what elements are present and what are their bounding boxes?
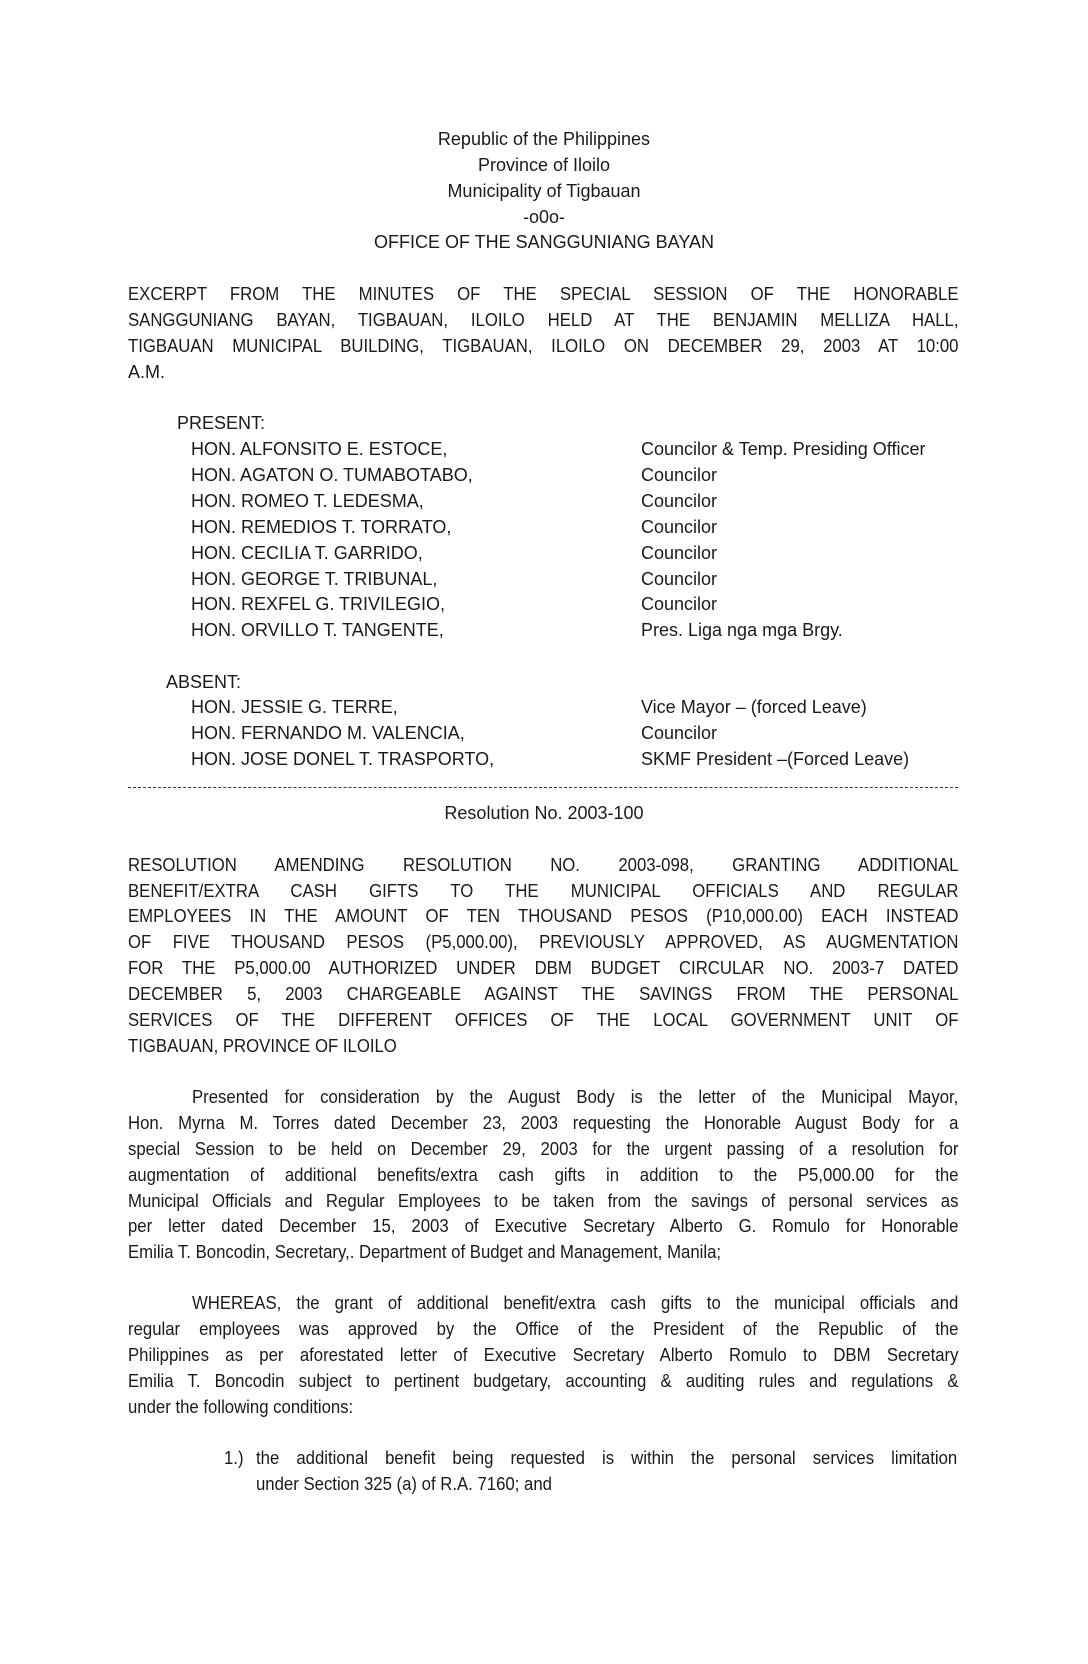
absentee-name: HON. JOSE DONEL T. TRASPORTO, — [191, 749, 495, 769]
attendee-name: HON. ALFONSITO E. ESTOCE, — [191, 439, 448, 459]
attendee-name: HON. REMEDIOS T. TORRATO, — [191, 517, 452, 537]
excerpt-line: SANGGUNIANG BAYAN, TIGBAUAN, ILOILO HELD AT THE BENJAMIN MELLIZA HALL, — [128, 310, 959, 330]
dashed-divider — [128, 787, 958, 788]
attendee-name: HON. GEORGE T. TRIBUNAL, — [191, 569, 438, 589]
resolution-title-line: EMPLOYEES IN THE AMOUNT OF TEN THOUSAND PESOS (P10,000.00) EACH INSTEAD — [128, 906, 959, 926]
header-province: Province of Iloilo — [477, 155, 611, 175]
excerpt-line: A.M. — [128, 362, 166, 382]
attendee-name: HON. ROMEO T. LEDESMA, — [191, 491, 424, 511]
body-paragraph-line: Philippines as per aforestated letter of Executive Secretary Alberto Romulo to DBM Secretary — [128, 1345, 959, 1365]
body-paragraph-line: Emilia T. Boncodin, Secretary,. Department of Budget and Management, Manila; — [128, 1242, 722, 1262]
resolution-number: Resolution No. 2003-100 — [444, 803, 644, 823]
condition-number: 1.) — [224, 1448, 244, 1468]
attendee-role: Councilor — [641, 594, 718, 614]
body-paragraph-line: special Session to be held on December 29, 2003 for the urgent passing of a resolution for — [128, 1139, 959, 1159]
attendee-role: Councilor — [641, 543, 718, 563]
attendee-role: Councilor — [641, 465, 718, 485]
condition-line: under Section 325 (a) of R.A. 7160; and — [256, 1474, 552, 1494]
excerpt-line: EXCERPT FROM THE MINUTES OF THE SPECIAL SESSION OF THE HONORABLE — [128, 284, 959, 304]
attendee-role: Councilor — [641, 491, 718, 511]
resolution-title-line: OF FIVE THOUSAND PESOS (P5,000.00), PREVIOUSLY APPROVED, AS AUGMENTATION — [128, 932, 959, 952]
body-paragraph-line: Emilia T. Boncodin subject to pertinent budgetary, accounting & auditing rules and regulations & — [128, 1371, 959, 1391]
absent-label: ABSENT: — [166, 672, 242, 692]
body-paragraph-line: Presented for consideration by the August Body is the letter of the Municipal Mayor, — [192, 1087, 959, 1107]
resolution-title-line: DECEMBER 5, 2003 CHARGEABLE AGAINST THE SAVINGS FROM THE PERSONAL — [128, 984, 959, 1004]
resolution-title-line: TIGBAUAN, PROVINCE OF ILOILO — [128, 1036, 397, 1056]
absentee-role: Councilor — [641, 723, 718, 743]
resolution-title-line: FOR THE P5,000.00 AUTHORIZED UNDER DBM BUDGET CIRCULAR NO. 2003-7 DATED — [128, 958, 959, 978]
resolution-title-line: RESOLUTION AMENDING RESOLUTION NO. 2003-098, GRANTING ADDITIONAL — [128, 855, 959, 875]
attendee-role: Councilor — [641, 569, 718, 589]
body-paragraph-line: per letter dated December 15, 2003 of Executive Secretary Alberto G. Romulo for Honorable — [128, 1216, 959, 1236]
attendee-name: HON. AGATON O. TUMABOTABO, — [191, 465, 473, 485]
attendee-role: Councilor — [641, 517, 718, 537]
attendee-name: HON. ORVILLO T. TANGENTE, — [191, 620, 444, 640]
excerpt-line: TIGBAUAN MUNICIPAL BUILDING, TIGBAUAN, ILOILO ON DECEMBER 29, 2003 AT 10:00 — [128, 336, 959, 356]
header-republic: Republic of the Philippines — [437, 129, 651, 149]
body-paragraph-line: under the following conditions: — [128, 1397, 354, 1417]
present-label: PRESENT: — [177, 413, 266, 433]
resolution-title-line: BENEFIT/EXTRA CASH GIFTS TO THE MUNICIPAL OFFICIALS AND REGULAR — [128, 881, 959, 901]
header-municipality: Municipality of Tigbauan — [447, 181, 641, 201]
attendee-role: Pres. Liga nga mga Brgy. — [641, 620, 843, 640]
resolution-title-line: SERVICES OF THE DIFFERENT OFFICES OF THE LOCAL GOVERNMENT UNIT OF — [128, 1010, 959, 1030]
header-separator: -o0o- — [522, 207, 566, 227]
header-office: OFFICE OF THE SANGGUNIANG BAYAN — [373, 232, 715, 252]
attendee-role: Councilor & Temp. Presiding Officer — [641, 439, 926, 459]
body-paragraph-line: Hon. Myrna M. Torres dated December 23, 2003 requesting the Honorable August Body for a — [128, 1113, 959, 1133]
attendee-name: HON. CECILIA T. GARRIDO, — [191, 543, 423, 563]
absentee-role: SKMF President –(Forced Leave) — [641, 749, 910, 769]
absentee-role: Vice Mayor – (forced Leave) — [641, 697, 867, 717]
body-paragraph-line: Municipal Officials and Regular Employees to be taken from the savings of personal services as — [128, 1191, 959, 1211]
body-paragraph-line: WHEREAS, the grant of additional benefit/extra cash gifts to the municipal officials and — [192, 1293, 959, 1313]
body-paragraph-line: regular employees was approved by the Office of the President of the Republic of the — [128, 1319, 959, 1339]
absentee-name: HON. JESSIE G. TERRE, — [191, 697, 398, 717]
absentee-name: HON. FERNANDO M. VALENCIA, — [191, 723, 465, 743]
body-paragraph-line: augmentation of additional benefits/extra cash gifts in addition to the P5,000.00 for the — [128, 1165, 959, 1185]
attendee-name: HON. REXFEL G. TRIVILEGIO, — [191, 594, 446, 614]
condition-line: the additional benefit being requested is within the personal services limitation — [256, 1448, 958, 1468]
